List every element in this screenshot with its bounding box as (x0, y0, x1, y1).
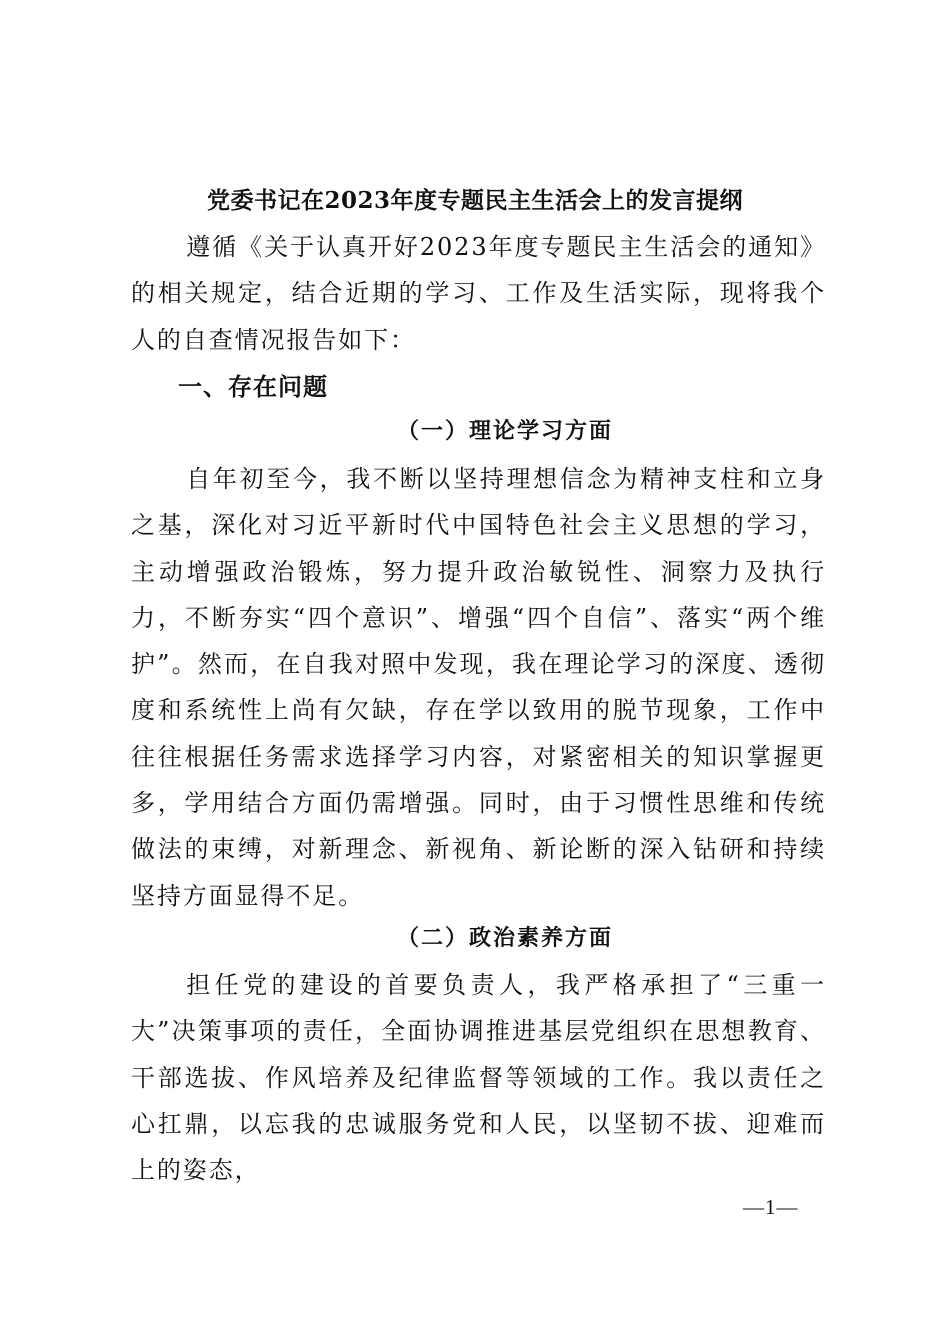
section-heading-problems: 一、存在问题 (178, 373, 328, 401)
subsection-heading-political-literacy: （二）政治素养方面 (396, 925, 613, 951)
subsection-heading-theory-study: （一）理论学习方面 (396, 418, 613, 444)
theory-study-paragraph: 自年初至今，我不断以坚持理想信念为精神支柱和立身之基，深化对习近平新时代中国特色社会主义思想的学习，主动增强政治锻炼，努力提升政治敏锐性、洞察力及执行力，不断夯实“四个意识”、增强“四个自信”、落实“两个维护”。然而，在自我对照中发现，我在理论学习的深度、透彻度和系统性上尚有欠缺，存在学以致用的脱节现象，工作中往往根据任务需求选择学习内容，对紧密相关的知识掌握更多，学用结合方面仍需增强。同时，由于习惯性思维和传统做法的束缚，对新理念、新视角、新论断的深入钻研和持续坚持方面显得不足。 (131, 465, 826, 910)
document-title: 党委书记在2023年度专题民主生活会上的发言提纲 (206, 187, 743, 214)
page-number: —1— (743, 1195, 799, 1219)
political-literacy-paragraph: 担任党的建设的首要负责人，我严格承担了“三重一大”决策事项的责任，全面协调推进基层党组织在思想教育、干部选拔、作风培养及纪律监督等领域的工作。我以责任之心扛鼎，以忘我的忠诚服务党和人民，以坚韧不拔、迎难而上的姿态， (131, 971, 826, 1185)
intro-paragraph: 遵循《关于认真开好2023年度专题民主生活会的通知》的相关规定，结合近期的学习、工作及生活实际，现将我个人的自查情况报告如下： (131, 233, 826, 354)
